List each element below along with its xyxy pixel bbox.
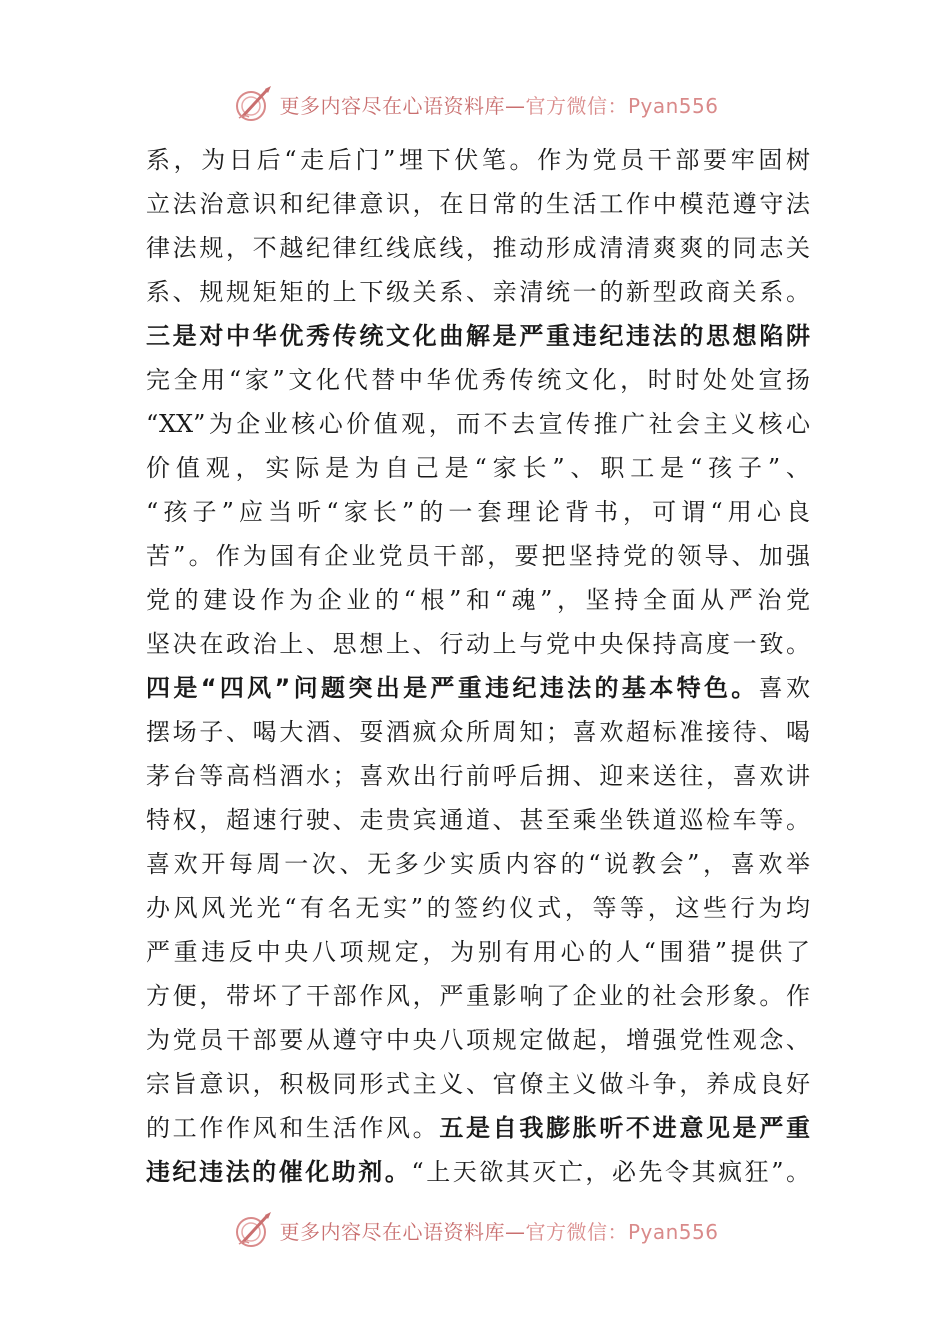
text-line <box>146 666 810 710</box>
text-line <box>146 930 810 974</box>
text-line <box>146 314 810 358</box>
watermark-text: 更多内容尽在心语资料库—官方微信：Pyan556 <box>279 1219 719 1244</box>
bold-heading-text: 三是对中华优秀传统文化曲解是严重违纪违法的思想陷阱 <box>146 322 810 350</box>
bold-heading-text: 四是“四风”问题突出是严重违纪违法的基本特色。 <box>146 674 759 702</box>
text-line <box>146 886 810 930</box>
body-text: 严重违反中央八项规定，为别有用心的人“围猎”提供了 <box>146 938 810 966</box>
body-text: 茅台等高档酒水；喜欢出行前呼后拥、迎来送往，喜欢讲 <box>146 762 810 790</box>
text-line <box>146 182 810 226</box>
body-text: 系，为日后“走后门”埋下伏笔。作为党员干部要牢固树 <box>146 146 810 174</box>
text-line <box>146 226 810 270</box>
body-text: 摆场子、喝大酒、耍酒疯众所周知；喜欢超标准接待、喝 <box>146 718 810 746</box>
body-text: 立法治意识和纪律意识，在日常的生活工作中模范遵守法 <box>146 190 810 218</box>
body-text: 方便，带坏了干部作风，严重影响了企业的社会形象。作 <box>146 982 810 1010</box>
body-text: “孩子”应当听“家长”的一套理论背书，可谓“用心良 <box>146 498 810 526</box>
body-text: 办风风光光“有名无实”的签约仪式，等等，这些行为均 <box>146 894 810 922</box>
body-text: 苦”。作为国有企业党员干部，要把坚持党的领导、加强 <box>146 542 810 570</box>
text-line <box>146 842 810 886</box>
text-line <box>146 402 810 446</box>
text-line <box>146 490 810 534</box>
watermark-header <box>0 82 950 126</box>
text-line <box>146 798 810 842</box>
watermark-footer <box>0 1208 950 1252</box>
watermark-text: 更多内容尽在心语资料库—官方微信：Pyan556 <box>279 93 719 118</box>
text-line <box>146 1018 810 1062</box>
text-line <box>146 1062 810 1106</box>
body-text: 喜欢开每周一次、无多少实质内容的“说教会”，喜欢举 <box>146 850 810 878</box>
text-line <box>146 754 810 798</box>
body-text: 为党员干部要从遵守中央八项规定做起，增强党性观念、 <box>146 1026 810 1054</box>
body-text: 坚决在政治上、思想上、行动上与党中央保持高度一致。 <box>146 630 810 658</box>
text-line <box>146 578 810 622</box>
body-text: “XX”为企业核心价值观，而不去宣传推广社会主义核心 <box>146 410 810 438</box>
body-text: 特权，超速行驶、走贵宾通道、甚至乘坐铁道巡检车等。 <box>146 806 810 834</box>
body-text: 宗旨意识，积极同形式主义、官僚主义做斗争，养成良好 <box>146 1070 810 1098</box>
bold-heading-text: 五是自我膨胀听不进意见是严重 <box>439 1114 811 1142</box>
body-text: 党的建设作为企业的“根”和“魂”，坚持全面从严治党 <box>146 586 810 614</box>
body-text: 系、规规矩矩的上下级关系、亲清统一的新型政商关系。 <box>146 278 810 306</box>
body-text: “上天欲其灭亡，必先令其疯狂”。 <box>411 1158 811 1186</box>
document-body <box>146 138 810 1194</box>
text-line <box>146 622 810 666</box>
body-text: 喜欢 <box>758 674 811 702</box>
text-line <box>146 446 810 490</box>
body-text: 价值观，实际是为自己是“家长”、职工是“孩子”、 <box>146 454 810 482</box>
body-text: 的工作作风和生活作风。 <box>146 1114 440 1142</box>
text-line <box>146 974 810 1018</box>
bold-heading-text: 违纪违法的催化助剂。 <box>146 1158 412 1186</box>
text-line <box>146 138 810 182</box>
text-line <box>146 358 810 402</box>
text-line <box>146 1150 810 1194</box>
body-text: 完全用“家”文化代替中华优秀传统文化，时时处处宣扬 <box>146 366 810 394</box>
pen-logo-icon <box>231 84 275 124</box>
text-line <box>146 534 810 578</box>
text-line <box>146 710 810 754</box>
pen-logo-icon <box>231 1210 275 1250</box>
text-line <box>146 1106 810 1150</box>
text-line <box>146 270 810 314</box>
body-text: 律法规，不越纪律红线底线，推动形成清清爽爽的同志关 <box>146 234 810 262</box>
